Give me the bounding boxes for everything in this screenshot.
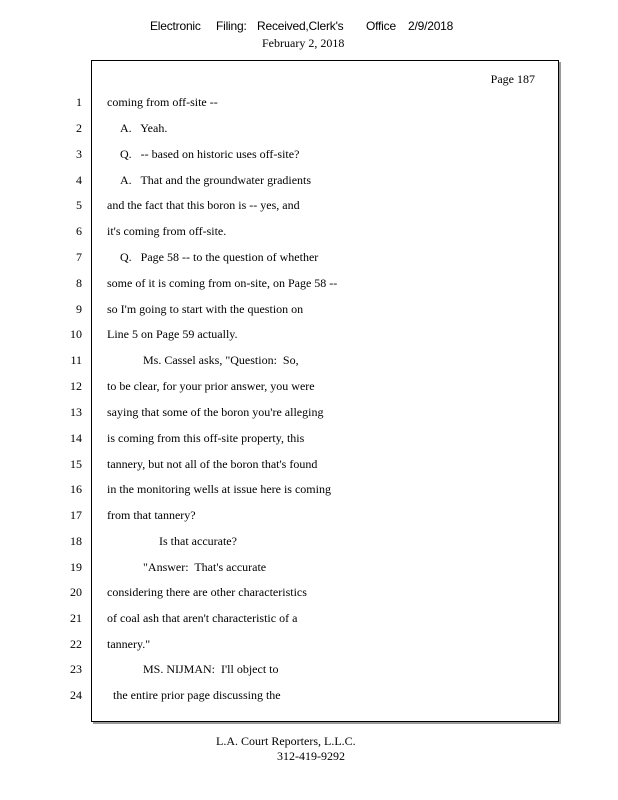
transcript-line: so I'm going to start with the question on [107,302,304,316]
filing-stamp-date: 2/9/2018 [408,19,454,33]
transcript-line: Ms. Cassel asks, "Question: So, [143,353,299,367]
line-number: 4 [76,173,82,187]
transcript-line: Q. Page 58 -- to the question of whether [120,250,319,264]
filing-stamp-electronic: Electronic [150,19,201,33]
transcript-line: is coming from this off-site property, this [107,431,305,445]
transcript-date: February 2, 2018 [262,36,345,50]
line-number: 17 [70,508,82,522]
transcript-line: in the monitoring wells at issue here is coming [107,482,331,496]
line-number: 24 [70,688,82,702]
transcript-line: it's coming from off-site. [107,224,227,238]
transcript-line: saying that some of the boron you're alleging [107,405,324,419]
line-number: 16 [70,482,82,496]
transcript-line: from that tannery? [107,508,196,522]
filing-stamp-office: Office [366,19,396,33]
page-number: Page 187 [490,72,535,86]
line-number: 22 [70,637,82,651]
line-number: 23 [70,662,82,676]
line-number: 7 [76,250,82,264]
line-number: 15 [70,457,82,471]
line-number: 1 [76,95,82,109]
line-number: 11 [70,353,82,367]
line-number: 20 [70,585,82,599]
line-number: 6 [76,224,82,238]
transcript-line: A. Yeah. [120,121,168,135]
line-number: 8 [76,276,82,290]
reporter-phone: 312-419-9292 [277,749,345,763]
transcript-line: coming from off-site -- [107,95,218,109]
line-number: 2 [76,121,82,135]
transcript-line: tannery." [107,637,151,651]
line-number: 13 [70,405,82,419]
transcript-line: Is that accurate? [159,534,237,548]
transcript-line: MS. NIJMAN: I'll object to [143,662,279,676]
line-number: 12 [70,379,82,393]
transcript-line: "Answer: That's accurate [143,560,267,574]
line-number: 3 [76,147,82,161]
line-number: 10 [70,327,82,341]
transcript-line: of coal ash that aren't characteristic of a [107,611,298,625]
filing-stamp-received: Received,Clerk's [257,19,344,33]
line-number: 18 [70,534,82,548]
transcript-line: considering there are other characteristics [107,585,307,599]
line-number: 5 [76,198,82,212]
transcript-line: Q. -- based on historic uses off-site? [120,147,300,161]
transcript-line: A. That and the groundwater gradients [120,173,312,187]
transcript-line: Line 5 on Page 59 actually. [107,327,238,341]
filing-stamp-filing: Filing: [216,19,247,33]
line-number: 19 [70,560,82,574]
transcript-line: to be clear, for your prior answer, you were [107,379,315,393]
transcript-line: the entire prior page discussing the [113,688,281,702]
transcript-line: and the fact that this boron is -- yes, and [107,198,300,212]
reporter-company: L.A. Court Reporters, L.L.C. [216,734,356,748]
line-number: 9 [76,302,82,316]
line-number: 21 [70,611,82,625]
line-number: 14 [70,431,82,445]
transcript-line: some of it is coming from on-site, on Page 58 -- [107,276,338,290]
transcript-line: tannery, but not all of the boron that's found [107,457,318,471]
